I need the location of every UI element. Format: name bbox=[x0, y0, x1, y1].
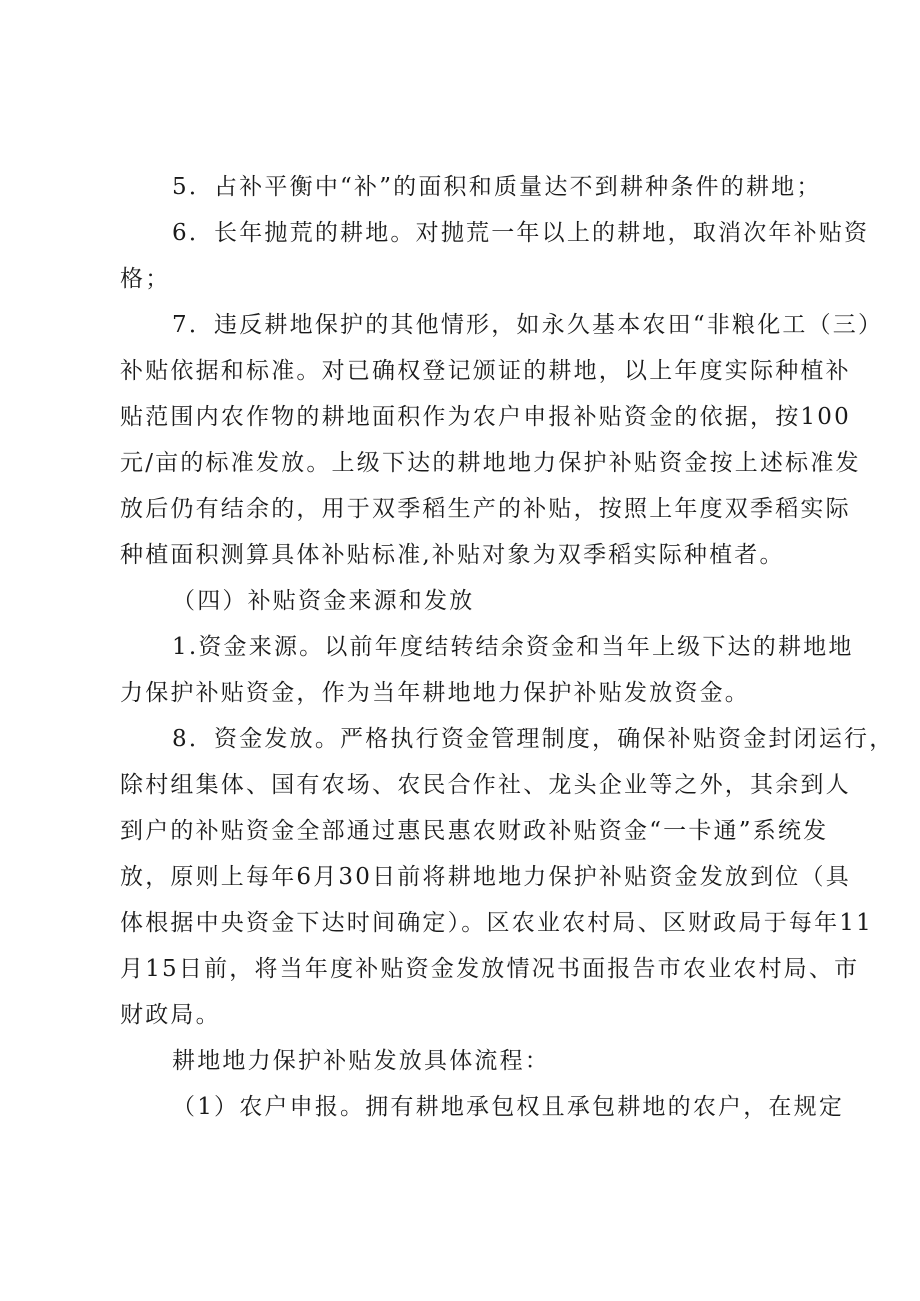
text-line: 贴范围内农作物的耕地面积作为农户申报补贴资金的依据，按100 bbox=[120, 404, 851, 430]
paragraph-item-8 bbox=[120, 716, 895, 1038]
text-line: （1）农户申报。拥有耕地承包权且承包耕地的农户，在规定 bbox=[172, 1094, 845, 1120]
text-line: 1.资金来源。以前年度结转结余资金和当年上级下达的耕地地 bbox=[172, 634, 854, 660]
text-line: 放后仍有结余的，用于双季稻生产的补贴，按照上年度双季稻实际 bbox=[120, 496, 851, 522]
text-line: 体根据中央资金下达时间确定）。区农业农村局、区财政局于每年11 bbox=[120, 910, 873, 936]
text-line: 7．违反耕地保护的其他情形，如永久基本农田“非粮化工（三） bbox=[172, 312, 884, 338]
paragraph-item-1 bbox=[120, 624, 854, 716]
document-body bbox=[120, 164, 895, 1130]
text-line: 5．占补平衡中“补”的面积和质量达不到耕种条件的耕地； bbox=[172, 174, 822, 200]
paragraph-item-7 bbox=[120, 302, 884, 578]
text-line: 耕地地力保护补贴发放具体流程： bbox=[172, 1048, 550, 1074]
text-line: 财政局。 bbox=[120, 1002, 221, 1028]
text-line: 格； bbox=[120, 266, 171, 292]
text-line: 6．长年抛荒的耕地。对抛荒一年以上的耕地，取消次年补贴资 bbox=[172, 220, 870, 246]
paragraph-step-1 bbox=[120, 1084, 845, 1130]
text-line: （四）补贴资金来源和发放 bbox=[172, 588, 475, 614]
paragraph-item-6 bbox=[120, 210, 870, 302]
text-line: 除村组集体、国有农场、农民合作社、龙头企业等之外，其余到人 bbox=[120, 772, 851, 798]
text-line: 放，原则上每年6月30日前将耕地地力保护补贴资金发放到位（具 bbox=[120, 864, 851, 890]
text-line: 力保护补贴资金，作为当年耕地地力保护补贴发放资金。 bbox=[120, 680, 750, 706]
paragraph-process-title bbox=[120, 1038, 806, 1084]
text-line: 种植面积测算具体补贴标准,补贴对象为双季稻实际种植者。 bbox=[120, 542, 785, 568]
text-line: 8．资金发放。严格执行资金管理制度，确保补贴资金封闭运行， bbox=[172, 726, 895, 752]
section-heading bbox=[120, 578, 806, 624]
text-line: 元/亩的标准发放。上级下达的耕地地力保护补贴资金按上述标准发 bbox=[120, 450, 861, 476]
text-line: 补贴依据和标准。对已确权登记颁证的耕地，以上年度实际种植补 bbox=[120, 358, 851, 384]
text-line: 到户的补贴资金全部通过惠民惠农财政补贴资金“一卡通”系统发 bbox=[120, 818, 829, 844]
paragraph-item-5 bbox=[120, 164, 822, 210]
text-line: 月15日前，将当年度补贴资金发放情况书面报告市农业农村局、市 bbox=[120, 956, 860, 982]
